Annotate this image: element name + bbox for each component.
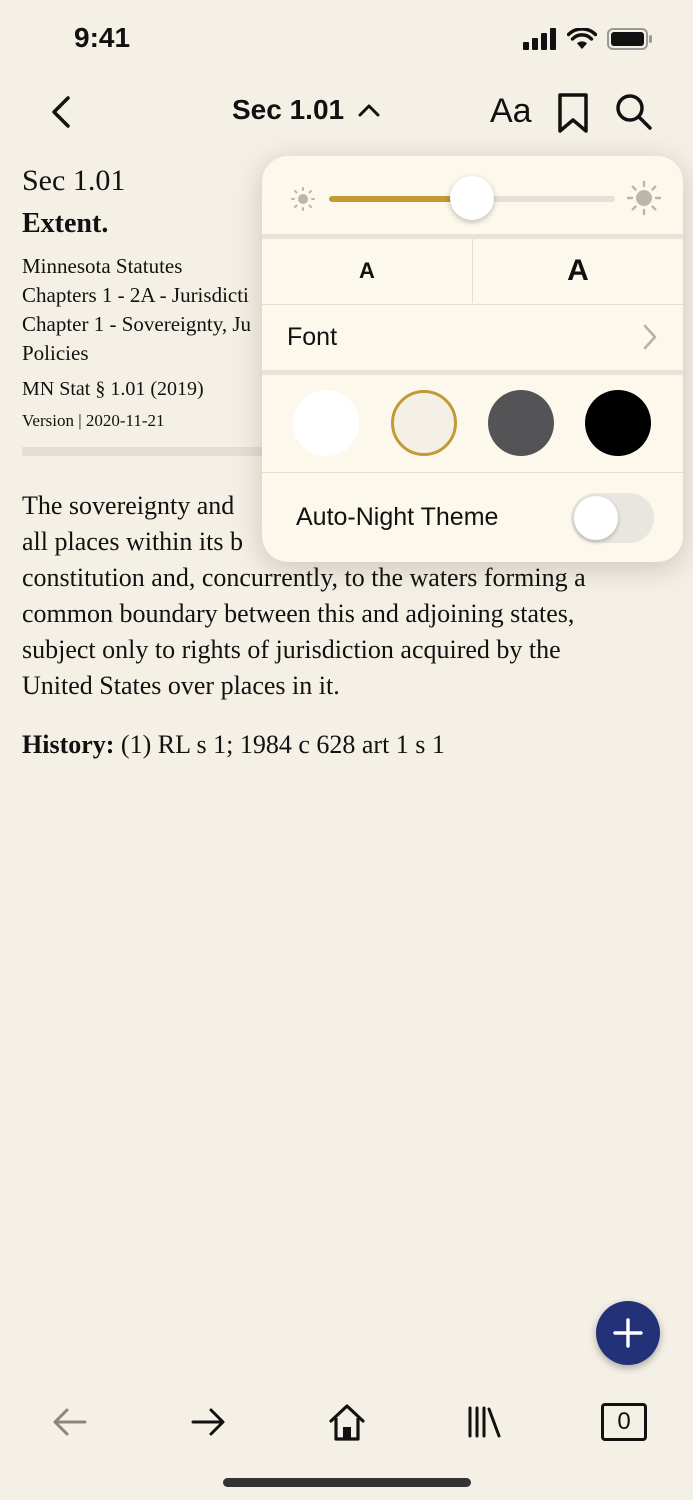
document-citation: MN Stat § 1.01 (2019) [22, 378, 204, 400]
font-settings-button[interactable]: Aa [490, 92, 532, 130]
status-time: 9:41 [74, 22, 131, 53]
body-line: constitution and, concurrently, to the waters forming a [22, 563, 586, 592]
bookmark-button[interactable] [556, 92, 590, 139]
font-label: Font [287, 322, 338, 351]
theme-swatch-black[interactable] [585, 390, 651, 456]
home-icon [327, 1402, 367, 1442]
text-size-row [262, 239, 683, 303]
brightness-low-icon [290, 186, 316, 212]
appearance-popover [262, 156, 683, 562]
section-title: Sec 1.01 [232, 94, 345, 125]
meta-line: Chapter 1 - Sovereignty, Ju [22, 312, 252, 336]
home-indicator [223, 1478, 471, 1487]
chevron-right-icon [643, 324, 657, 350]
document-meta [22, 252, 267, 368]
auto-night-toggle[interactable] [571, 493, 654, 543]
toggle-knob [574, 496, 618, 540]
history-label: History: [22, 730, 115, 759]
document-history [22, 730, 445, 760]
status-icons [523, 28, 653, 50]
section-title-button[interactable] [232, 94, 380, 126]
history-forward-button[interactable] [188, 1400, 228, 1444]
theme-row [262, 376, 683, 472]
body-line: all places within its b [22, 527, 243, 556]
library-button[interactable] [465, 1400, 503, 1444]
back-button[interactable] [44, 92, 78, 132]
tabs-count: 0 [601, 1403, 647, 1441]
document-divider [22, 447, 267, 456]
open-tabs-button[interactable] [600, 1400, 648, 1444]
chevron-up-icon [358, 103, 380, 117]
chevron-left-icon [51, 96, 71, 128]
history-back-button[interactable] [50, 1400, 90, 1444]
cellular-signal-icon [523, 28, 557, 50]
plus-icon [613, 1318, 643, 1348]
body-line: United States over places in it. [22, 671, 340, 700]
bookmark-icon [556, 92, 590, 134]
document-heading: Extent. [22, 208, 109, 239]
font-row[interactable] [262, 304, 683, 370]
body-line: The sovereignty and [22, 491, 235, 520]
library-icon [466, 1405, 502, 1439]
home-button[interactable] [326, 1400, 368, 1444]
increase-text-size-button[interactable]: A [567, 254, 589, 287]
auto-night-label: Auto-Night Theme [296, 503, 499, 531]
theme-swatch-gray[interactable] [488, 390, 554, 456]
arrow-right-icon [190, 1407, 226, 1437]
meta-line: Minnesota Statutes [22, 254, 183, 278]
decrease-text-size-button[interactable]: A [262, 239, 473, 303]
body-line: subject only to rights of jurisdiction acquired by the [22, 635, 561, 664]
theme-swatch-white[interactable] [293, 390, 359, 456]
body-line: common boundary between this and adjoining states, [22, 599, 575, 628]
add-fab-button[interactable] [596, 1301, 660, 1365]
battery-icon [607, 28, 653, 50]
meta-line: Chapters 1 - 2A - Jurisdicti [22, 283, 249, 307]
popover-divider [262, 370, 683, 375]
auto-night-row [262, 473, 683, 562]
history-text: (1) RL s 1; 1984 c 628 art 1 s 1 [114, 730, 445, 759]
document-section: Sec 1.01 [22, 164, 126, 197]
search-icon [614, 92, 654, 132]
brightness-row [262, 156, 683, 236]
brightness-high-icon [626, 180, 662, 216]
meta-line: Policies [22, 341, 89, 365]
search-button[interactable] [614, 92, 654, 137]
document-version: Version | 2020-11-21 [22, 411, 165, 430]
brightness-slider-thumb[interactable] [450, 176, 494, 220]
arrow-left-icon [52, 1407, 88, 1437]
wifi-icon [567, 28, 597, 50]
theme-swatch-sepia[interactable] [391, 390, 457, 456]
